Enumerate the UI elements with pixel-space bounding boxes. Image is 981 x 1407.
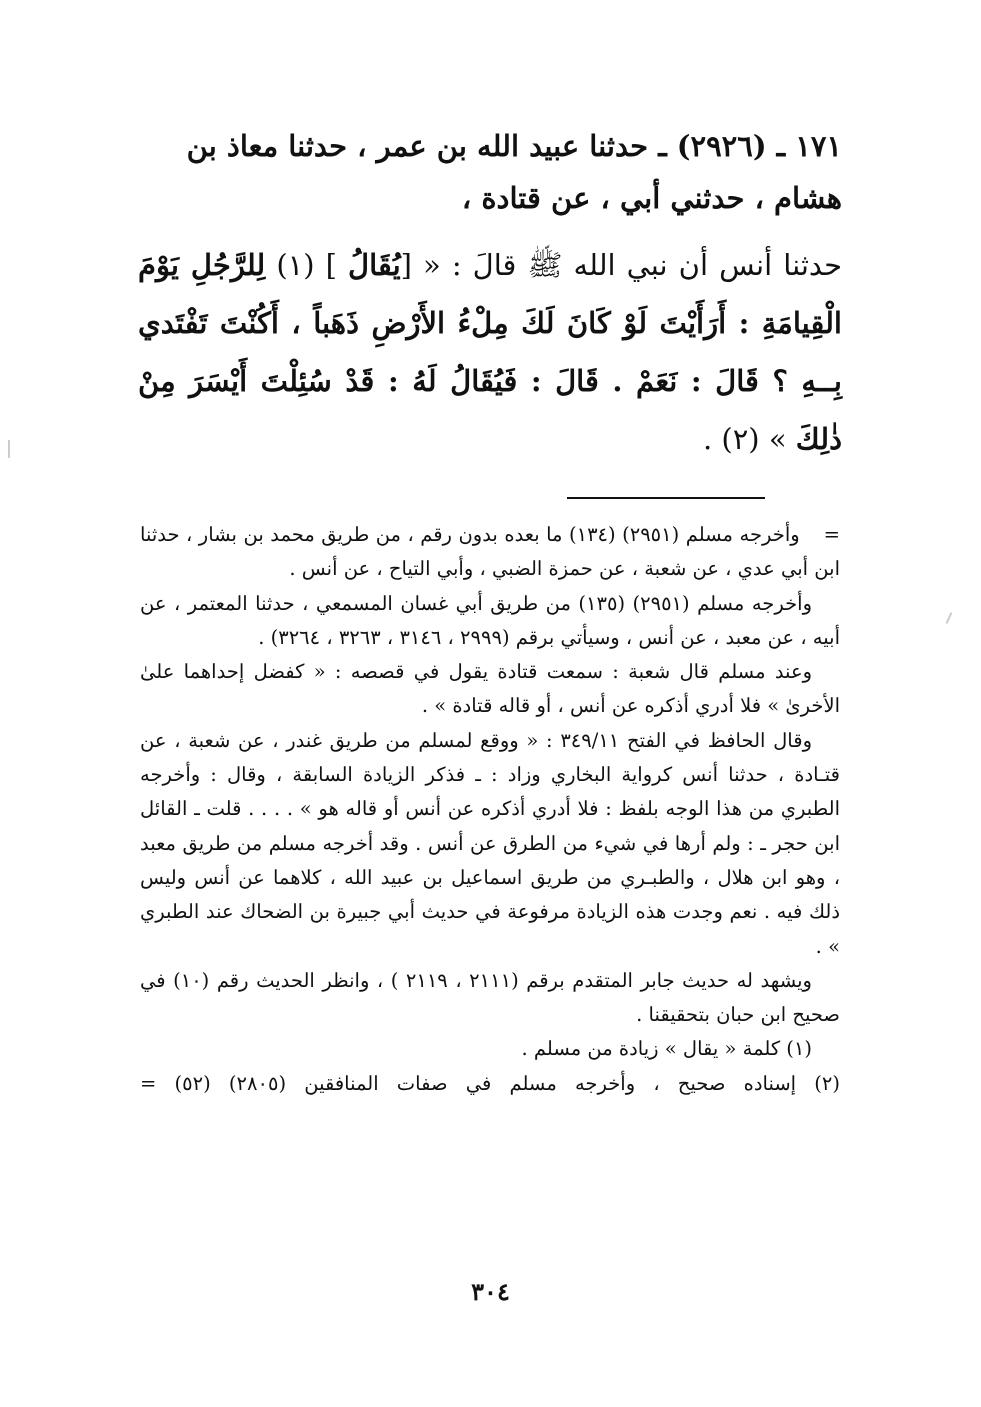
footnotes-section [140, 518, 840, 1101]
footnote-1: (١) كلمة « يقال » زيادة من مسلم . [521, 1037, 812, 1061]
scan-artifact [8, 440, 10, 458]
hadith-heading [138, 120, 842, 224]
footnote-2: (٢) إسناده صحيح ، وأخرجه مسلم في صفات المنافقين (٢٨٠٥) (٥٢) = [140, 1071, 840, 1095]
footnote-paragraph: ويشهد له حديث جابر المتقدم برقم (٢١١١ ، ٢١١٩ ) ، وانظر الحديث رقم (١٠) في صحيح ابن حبان بتحقيقنا . [140, 968, 840, 1027]
hadith-end-dot: . [702, 422, 713, 456]
isnad-line: هشام ، حدثني أبي ، عن قتادة ، [461, 181, 842, 215]
hadith-text [138, 236, 842, 468]
footnote-paragraph: وأخرجه مسلم (٢٩٥١) (١٣٤) ما بعده بدون رقم ، من طريق محمد بن بشار ، حدثنا ابن أبي عدي ، عن شعبة ، عن حمزة الضبي ، وأبي التياح ، عن أنس . [140, 523, 840, 581]
hadith-intro: حدثنا أنس أن نبي الله ﷺ قالَ : « [ [400, 248, 843, 282]
closing-quote: » [768, 422, 787, 456]
footnote-ref-1: (١) [276, 248, 315, 282]
footnote-paragraph: وأخرجه مسلم (٢٩٥١) (١٣٥) من طريق أبي غسان المسمعي ، حدثنا المعتمر ، عن أبيه ، عن معبد ، عن أنس ، وسيأتي برقم (٢٩٩٩ ، ٣١٤٦ ، ٣٢٦٣ ، ٣٢٦٤) . [140, 591, 840, 649]
footnote-separator [567, 497, 765, 499]
footnote-paragraph: وعند مسلم قال شعبة : سمعت قتادة يقول في قصصه : « كفضل إحداهما علىٰ الأخرىٰ » فلا أدري أذكره عن أنس ، أو قاله قتادة » . [140, 660, 840, 718]
bracket-close: ] [325, 248, 337, 282]
hadith-matn-start: يُقَالُ [348, 248, 401, 282]
continuation-mark: = [823, 523, 840, 546]
hadith-number-line: ١٧١ ـ (٢٩٢٦) ـ حدثنا عبيد الله بن عمر ، حدثنا معاذ بن [186, 129, 842, 163]
footnote-continuation [140, 518, 840, 587]
scan-artifact [946, 612, 953, 624]
page-number: ٣٠٤ [471, 1277, 510, 1306]
footnote-paragraph: وقال الحافظ في الفتح ٣٤٩/١١ : « ووقع لمسلم من طريق غندر ، عن شعبة ، عن قتـادة ، حدثنا أنس كرواية البخاري وزاد : ـ فذكر الزيادة السابقة ، وقال : وأخرجه الطبري من هذا الوجه بلفظ : فلا أدري أذكره عن أنس أو قاله هو » . . . . قلت ـ القائل ابن حجر ـ : ولم أرها في شيء من الطرق عن أنس . وقد أخرجه مسلم من طريق معبد ، وهو ابن هلال ، والطبـري من طريق اسماعيل بن عبيد الله ، كلاهما عن أنس وليس ذلك فيه . نعم وجدت هذه الزيادة مرفوعة في حديث أبي جبيرة بن الضحاك عند الطبري » . [140, 728, 840, 958]
hadith-matn: لِلرَّجُلِ يَوْمَ الْقِيامَةِ : أَرَأَيْتَ لَوْ كَانَ لَكَ مِلْءُ الأَرْضِ ذَهَباً ، أَكُنْتَ تَفْتَدي بِــهِ ؟ قَالَ : نَعَمْ . قَالَ : فَيُقَالُ لَهُ : قَدْ سُئِلْتَ أَيْسَرَ مِنْ ذٰلِكَ [138, 248, 842, 456]
footnote-ref-2: (٢) [721, 422, 760, 456]
